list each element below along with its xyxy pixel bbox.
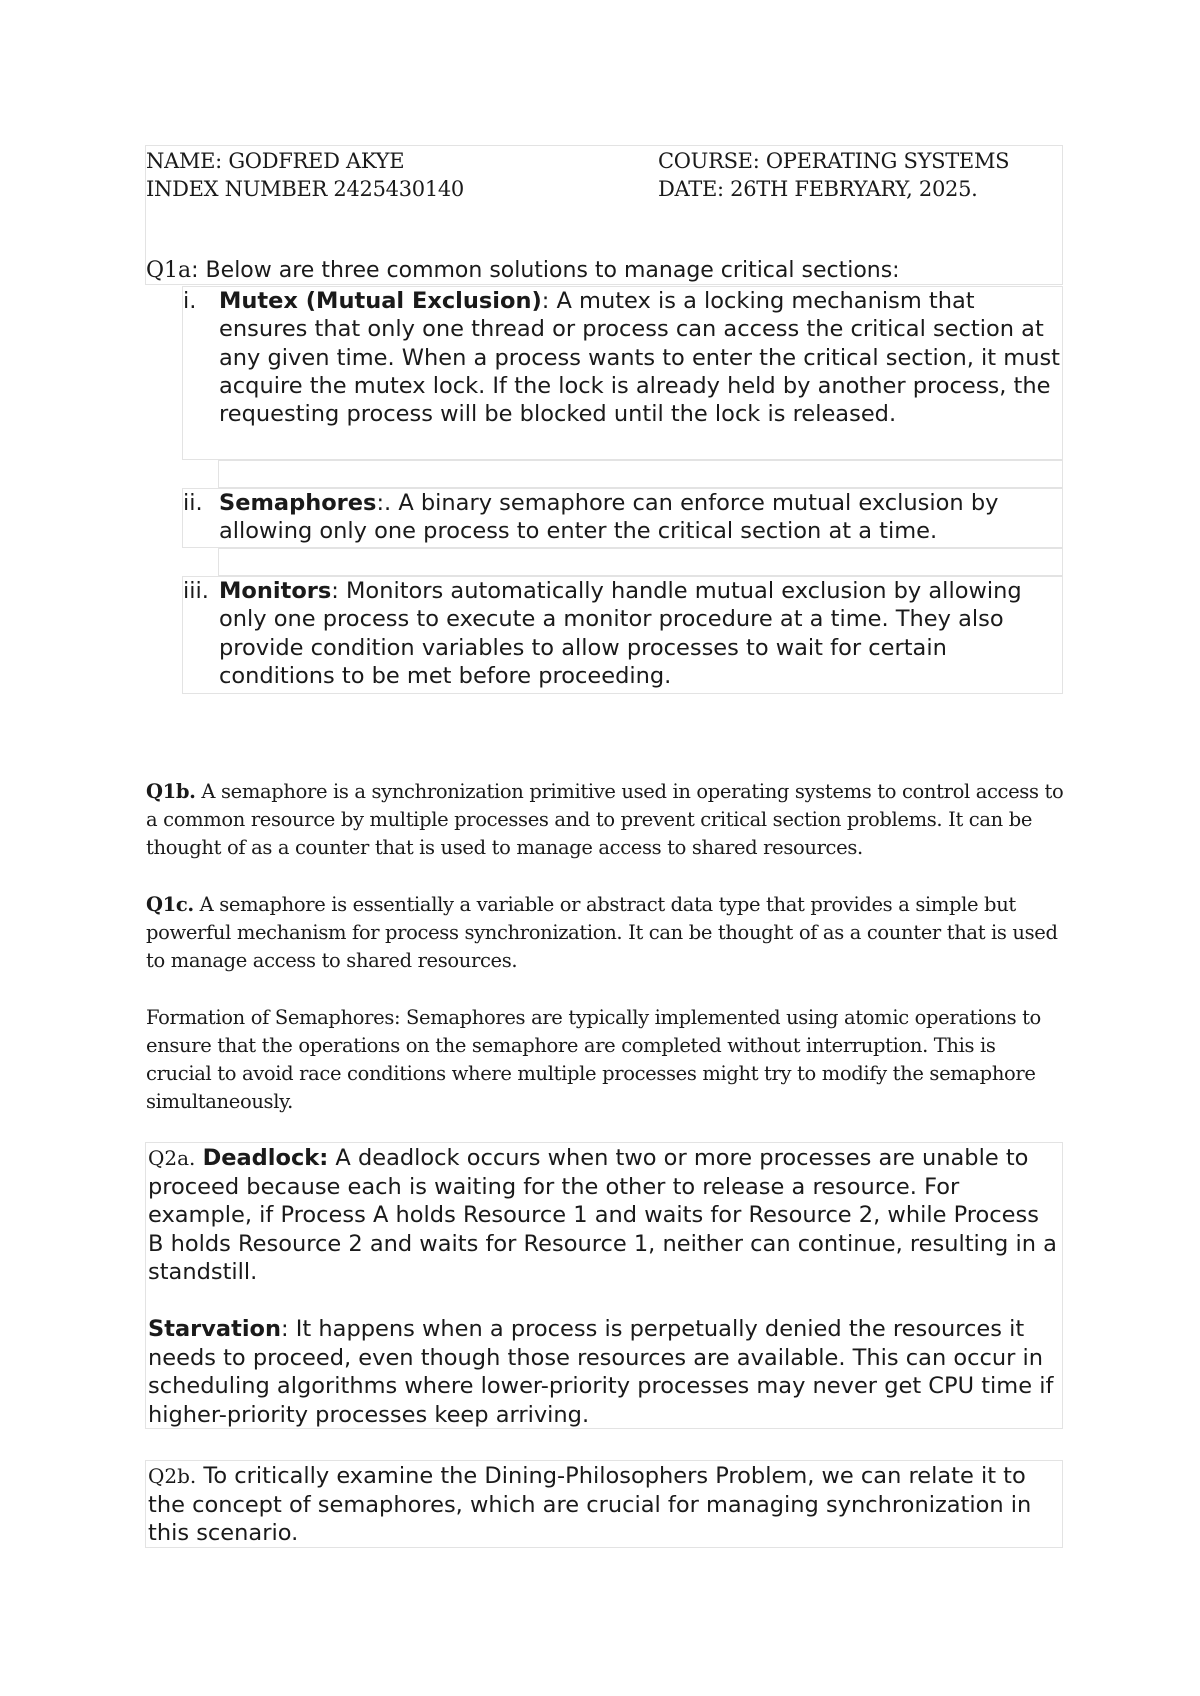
q1a-label: Q1a [146,258,192,283]
submission-date: DATE: 26TH FEBRYARY, 2025. [658,177,978,201]
q1c-paragraph [146,891,1064,975]
list-numeral: iii. [183,578,209,604]
q2a-block [145,1142,1063,1429]
q2b-block [145,1460,1063,1548]
q1c-label: Q1c. [146,893,194,916]
mutex-description: : A mutex is a locking mechanism that ensures that only one thread or process can access the critical section at any given time. When a process wants to enter the critical section, it must acquire the mutex lock. If the lock is already held by another process, the requesting process will be blocked until the lock is released. [219,288,1061,428]
q1a-item-monitors [182,576,1063,694]
q1c-text: A semaphore is essentially a variable or abstract data type that provides a simple but powerful mechanism for process synchronization. It can be thought of as a counter that is used to manage access to shared resources. [146,893,1058,972]
q1a-intro [146,256,900,285]
q2b-text: To critically examine the Dining-Philosophers Problem, we can relate it to the concept of semaphores, which are crucial for managing synchronization in this scenario. [148,1463,1032,1546]
q1a-item-mutex [182,286,1063,460]
starvation-description: : It happens when a process is perpetually denied the resources it needs to proceed, even though those resources are available. This can occur in scheduling algorithms where lower-priority processes may never get CPU time if higher-priority processes keep arriving. [148,1316,1054,1428]
empty-row [218,460,1063,488]
term-starvation: Starvation [148,1316,282,1342]
term-deadlock: Deadlock: [202,1145,329,1171]
q1a-item-semaphores [182,488,1063,548]
q2b-label: Q2b. [148,1464,197,1488]
list-numeral: ii. [183,490,203,516]
index-number: INDEX NUMBER 2425430140 [146,177,464,201]
q2a-deadlock-paragraph [148,1144,1058,1287]
course-name: COURSE: OPERATING SYSTEMS [658,149,1010,173]
q1b-text: A semaphore is a synchronization primitive used in operating systems to control access to a common resource by multiple processes and to prevent critical section problems. It can be thought of as a counter that is used to manage access to shared resources. [146,780,1064,859]
term-monitors: Monitors [219,578,332,604]
student-name: NAME: GODFRED AKYE [146,149,405,173]
q2a-label: Q2a. [148,1146,196,1170]
list-item-body [219,287,1062,428]
q2a-starvation-paragraph [148,1315,1058,1429]
semaphores-description: :. A binary semaphore can enforce mutual exclusion by allowing only one process to enter the critical section at a time. [219,490,999,545]
list-item-body [219,577,1062,690]
term-mutex: Mutex (Mutual Exclusion) [219,288,542,314]
list-numeral: i. [183,288,197,314]
q1c-formation-paragraph: Formation of Semaphores: Semaphores are typically implemented using atomic operations to ensure that the operations on the semaphore are completed without interruption. This is crucial to avoid race conditions where multiple processes might try to modify the semaphore simultaneously. [146,1006,1041,1113]
q2b-paragraph [148,1462,1058,1548]
list-item-body [219,489,1062,546]
term-semaphores: Semaphores [219,490,377,516]
deadlock-description: A deadlock occurs when two or more processes are unable to proceed because each is waiting for the other to release a resource. For example, if Process A holds Resource 1 and waits for Resource 2, while Process B holds Resource 2 and waits for Resource 1, neither can continue, resulting in a standstill. [148,1145,1057,1285]
q1a-lead-text: : Below are three common solutions to manage critical sections: [191,258,900,283]
q1b-label: Q1b. [146,780,196,803]
monitors-description: : Monitors automatically handle mutual exclusion by allowing only one process to execute a monitor procedure at a time. They also provide condition variables to allow processes to wait for certain conditions to be met before proceeding. [219,578,1022,689]
empty-row [218,548,1063,576]
q1b-paragraph [146,778,1064,862]
